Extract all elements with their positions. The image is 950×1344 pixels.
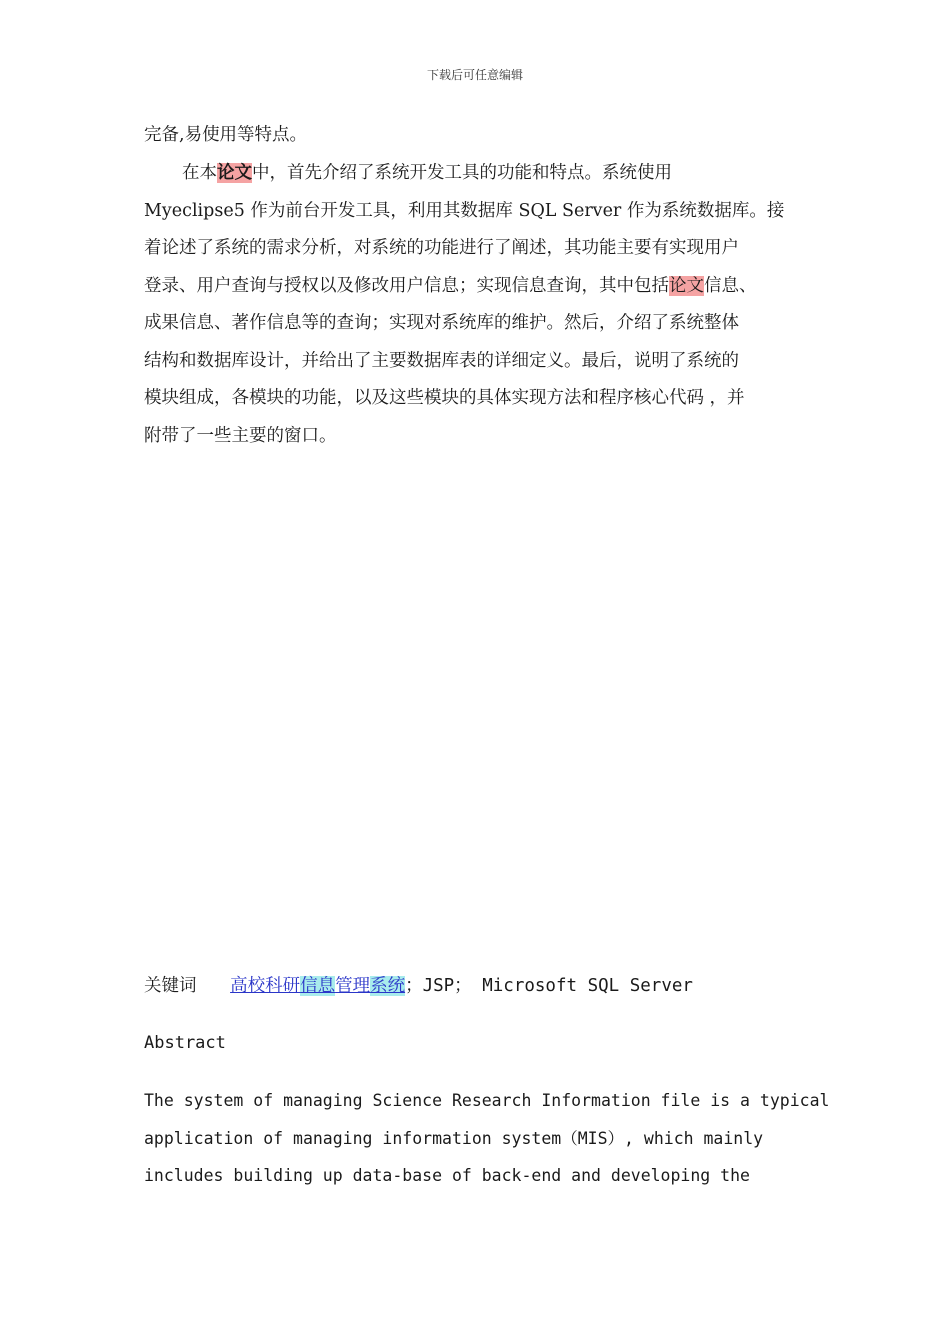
body-paragraph-1	[144, 117, 816, 155]
abstract-line: The system of managing Science Research Information file is a typical	[144, 1091, 830, 1110]
keywords-rest: ；JSP； Microsoft SQL Server	[405, 976, 693, 996]
text-run: 登录、用户查询与授权以及修改用户信息；实现信息查询，其中包括	[144, 275, 669, 296]
paragraph-line: Myeclipse5 作为前台开发工具，利用其数据库 SQL Server 作为系统数据库。接	[144, 200, 785, 221]
page-header: 下载后可任意编辑	[426, 68, 523, 82]
paragraph-line: 附带了一些主要的窗口。	[144, 425, 337, 446]
keyword-link-text: 信息	[300, 976, 336, 996]
text-run: 中，首先介绍了系统开发工具的功能和特点。系统使用	[252, 163, 672, 183]
keyword-link-text: 高校科研	[230, 976, 301, 996]
paragraph-line	[144, 155, 816, 193]
keyword-link-text: 管理	[335, 976, 371, 996]
abstract-heading: Abstract	[144, 1033, 226, 1053]
paragraph-line: 模块组成，各模块的功能，以及这些模块的具体实现方法和程序核心代码 ，并	[144, 388, 745, 408]
paragraph-line: 结构和数据库设计，并给出了主要数据库表的详细定义。最后，说明了系统的	[144, 350, 739, 371]
paragraph-line	[144, 268, 816, 306]
keyword-link[interactable]	[230, 976, 405, 996]
text-run: 信息、	[704, 275, 757, 296]
abstract-line: includes building up data-base of back-end and developing the	[144, 1166, 750, 1185]
abstract-line: application of managing information system（MIS）, which mainly	[144, 1128, 764, 1148]
body-paragraph-2	[144, 155, 816, 455]
paragraph-line: 完备,易使用等特点。	[144, 125, 308, 145]
keyword-link-text: 系统	[370, 976, 406, 996]
paragraph-line: 成果信息、著作信息等的查询；实现对系统库的维护。然后，介绍了系统整体	[144, 313, 739, 333]
keywords-line	[144, 972, 693, 997]
paragraph-line: 着论述了系统的需求分析，对系统的功能进行了阐述，其功能主要有实现用户	[144, 238, 739, 258]
highlighted-term: 论文	[217, 163, 252, 183]
text-run: 在本	[182, 163, 217, 183]
highlighted-term: 论文	[669, 275, 704, 296]
keywords-label: 关键词	[144, 976, 197, 996]
abstract-paragraph	[144, 1082, 830, 1195]
